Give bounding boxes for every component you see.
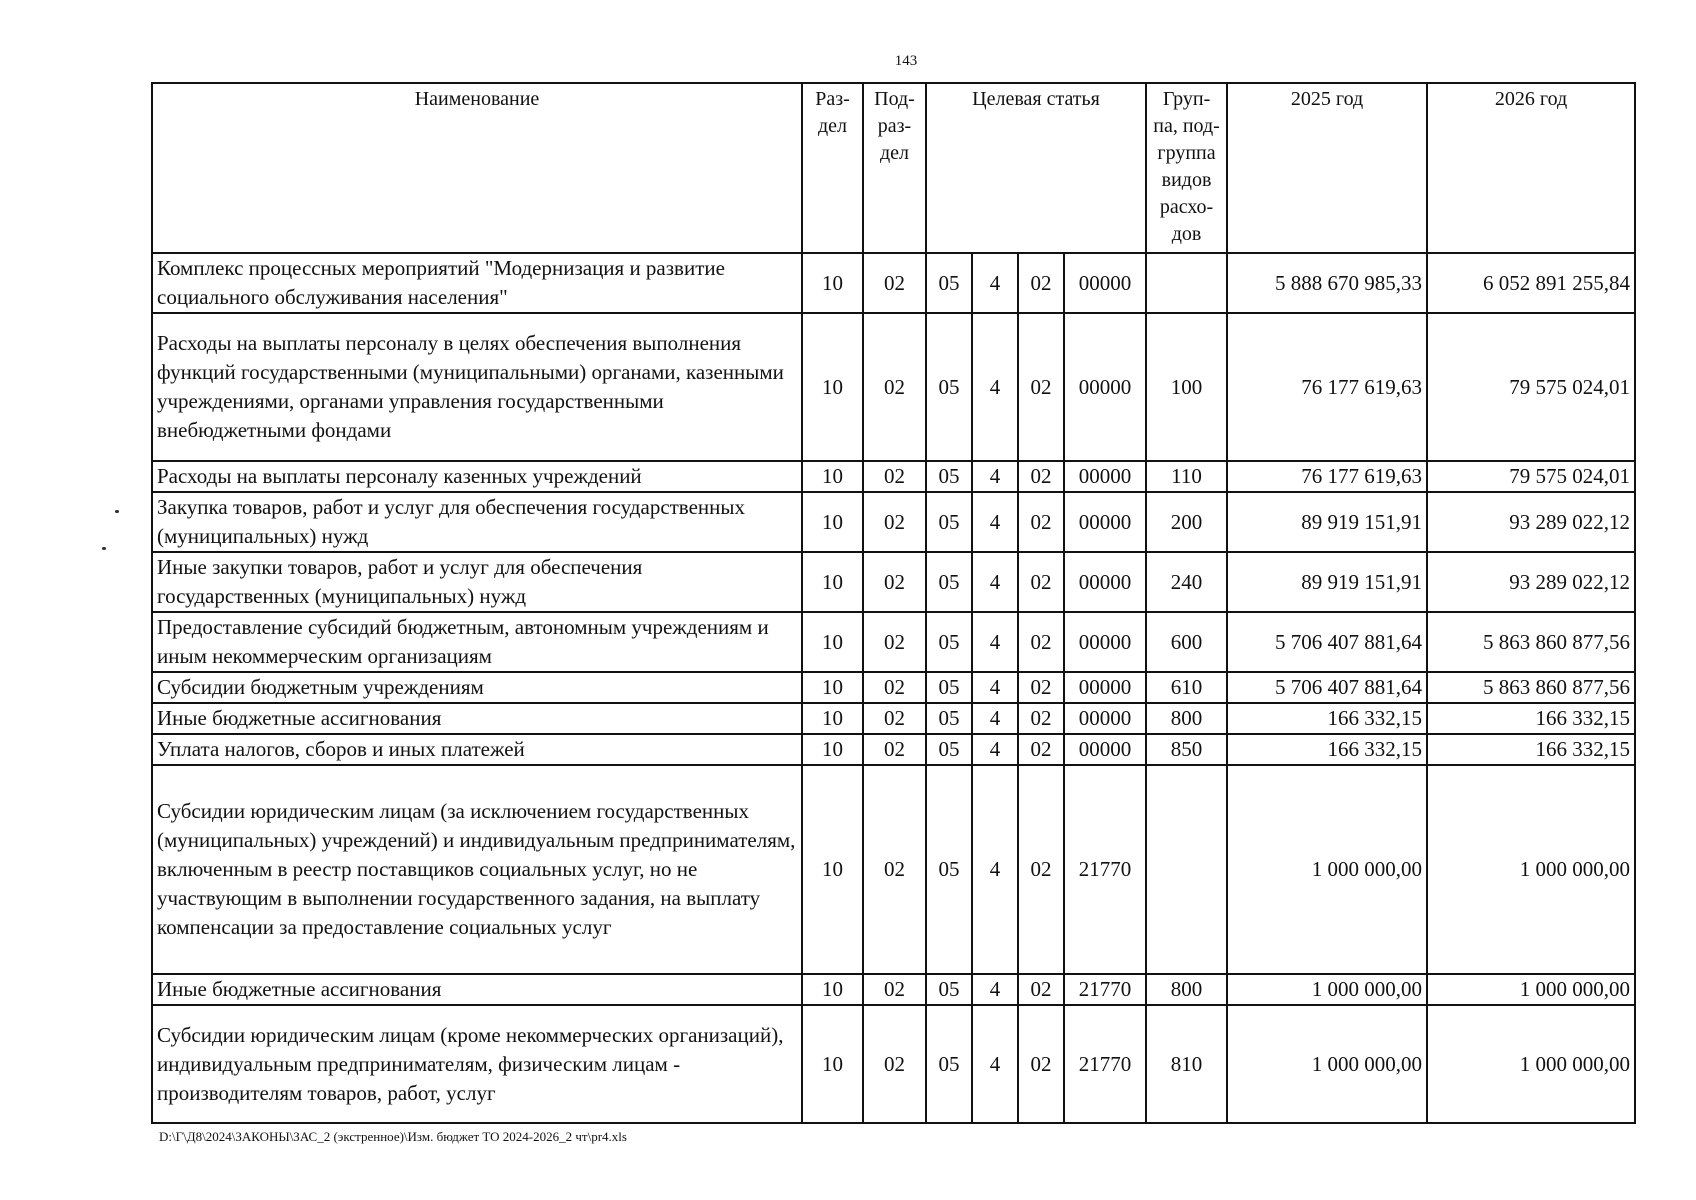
table-row [152,461,1635,492]
row-target-type: 4 [972,612,1018,672]
row-podrazdel: 02 [863,461,926,492]
table-row [152,734,1635,765]
header-year-2026: 2026 год [1427,83,1635,253]
row-amount-2026: 5 863 860 877,56 [1427,672,1635,703]
row-target-direction: 21770 [1064,974,1146,1005]
table-row [152,612,1635,672]
table-row [152,765,1635,974]
row-name: Расходы на выплаты персоналу казенных учреждений [152,461,802,492]
table-row [152,313,1635,461]
row-expense-group: 810 [1146,1005,1227,1123]
row-target-direction: 21770 [1064,765,1146,974]
row-target-type: 4 [972,253,1018,313]
row-podrazdel: 02 [863,492,926,552]
row-target-element: 02 [1018,612,1064,672]
row-podrazdel: 02 [863,672,926,703]
row-name: Иные бюджетные ассигнования [152,974,802,1005]
row-target-type: 4 [972,974,1018,1005]
row-razdel: 10 [802,672,863,703]
row-target-program: 05 [926,313,972,461]
table-row [152,974,1635,1005]
row-target-element: 02 [1018,313,1064,461]
row-amount-2025: 1 000 000,00 [1227,765,1427,974]
row-razdel: 10 [802,734,863,765]
row-target-type: 4 [972,461,1018,492]
row-amount-2026: 6 052 891 255,84 [1427,253,1635,313]
row-razdel: 10 [802,612,863,672]
row-name: Субсидии юридическим лицам (кроме некоммерческих организаций), индивидуальным предпринимателям, физическим лицам - производителям товаров, работ, услуг [152,1005,802,1123]
row-target-type: 4 [972,552,1018,612]
row-target-direction: 21770 [1064,1005,1146,1123]
row-target-direction: 00000 [1064,552,1146,612]
row-target-element: 02 [1018,765,1064,974]
row-amount-2026: 79 575 024,01 [1427,461,1635,492]
row-target-program: 05 [926,253,972,313]
row-amount-2026: 1 000 000,00 [1427,765,1635,974]
table-row [152,552,1635,612]
row-amount-2025: 166 332,15 [1227,734,1427,765]
table-row [152,492,1635,552]
row-expense-group: 240 [1146,552,1227,612]
file-path-footer: D:\Г\Д8\2024\ЗАКОНЫ\ЗАС_2 (экстренное)\Изм. бюджет ТО 2024-2026_2 чт\pr4.xls [159,1129,627,1144]
table-row [152,253,1635,313]
row-razdel: 10 [802,313,863,461]
row-expense-group: 110 [1146,461,1227,492]
row-expense-group: 200 [1146,492,1227,552]
row-target-element: 02 [1018,974,1064,1005]
row-target-program: 05 [926,552,972,612]
row-podrazdel: 02 [863,253,926,313]
row-target-program: 05 [926,672,972,703]
row-target-program: 05 [926,703,972,734]
row-target-type: 4 [972,765,1018,974]
row-expense-group: 610 [1146,672,1227,703]
row-target-program: 05 [926,612,972,672]
row-target-direction: 00000 [1064,703,1146,734]
header-year-2025: 2025 год [1227,83,1427,253]
row-podrazdel: 02 [863,974,926,1005]
row-podrazdel: 02 [863,734,926,765]
row-amount-2026: 166 332,15 [1427,703,1635,734]
row-razdel: 10 [802,461,863,492]
row-amount-2026: 5 863 860 877,56 [1427,612,1635,672]
row-target-element: 02 [1018,492,1064,552]
header-podrazdel: Под- раз- дел [863,83,926,253]
row-podrazdel: 02 [863,612,926,672]
row-amount-2025: 5 706 407 881,64 [1227,612,1427,672]
row-target-type: 4 [972,703,1018,734]
row-target-program: 05 [926,974,972,1005]
row-target-type: 4 [972,734,1018,765]
table-header-row [152,83,1635,253]
row-amount-2025: 76 177 619,63 [1227,461,1427,492]
row-target-type: 4 [972,672,1018,703]
row-target-direction: 00000 [1064,461,1146,492]
row-target-program: 05 [926,734,972,765]
table-body [152,253,1635,1123]
row-amount-2025: 76 177 619,63 [1227,313,1427,461]
row-amount-2025: 166 332,15 [1227,703,1427,734]
header-razdel: Раз- дел [802,83,863,253]
row-amount-2026: 93 289 022,12 [1427,552,1635,612]
row-razdel: 10 [802,552,863,612]
row-name: Предоставление субсидий бюджетным, автономным учреждениям и иным некоммерческим организациям [152,612,802,672]
row-target-direction: 00000 [1064,492,1146,552]
row-target-type: 4 [972,1005,1018,1123]
row-expense-group: 100 [1146,313,1227,461]
row-amount-2025: 1 000 000,00 [1227,974,1427,1005]
row-name: Комплекс процессных мероприятий "Модернизация и развитие социального обслуживания населения" [152,253,802,313]
row-name: Уплата налогов, сборов и иных платежей [152,734,802,765]
row-podrazdel: 02 [863,1005,926,1123]
row-target-element: 02 [1018,1005,1064,1123]
row-name: Субсидии бюджетным учреждениям [152,672,802,703]
row-target-element: 02 [1018,734,1064,765]
row-razdel: 10 [802,492,863,552]
row-expense-group [1146,253,1227,313]
row-target-direction: 00000 [1064,612,1146,672]
scan-mark [115,510,119,513]
row-target-direction: 00000 [1064,313,1146,461]
row-razdel: 10 [802,1005,863,1123]
budget-table [151,82,1636,1124]
row-expense-group: 850 [1146,734,1227,765]
row-target-program: 05 [926,765,972,974]
row-target-direction: 00000 [1064,672,1146,703]
scan-mark [102,547,106,550]
row-amount-2026: 1 000 000,00 [1427,1005,1635,1123]
row-amount-2025: 89 919 151,91 [1227,552,1427,612]
table-row [152,703,1635,734]
row-expense-group: 600 [1146,612,1227,672]
row-target-element: 02 [1018,253,1064,313]
row-podrazdel: 02 [863,765,926,974]
row-razdel: 10 [802,974,863,1005]
row-target-element: 02 [1018,672,1064,703]
row-amount-2026: 93 289 022,12 [1427,492,1635,552]
row-target-element: 02 [1018,461,1064,492]
row-amount-2025: 89 919 151,91 [1227,492,1427,552]
row-name: Субсидии юридическим лицам (за исключением государственных (муниципальных) учреждений) и индивидуальным предпринимателям, включенным в реестр поставщиков социальных услуг, но не участвующим в выполнении государственного задания, на выплату компенсации за предоставление социальных услуг [152,765,802,974]
row-target-program: 05 [926,461,972,492]
row-target-direction: 00000 [1064,253,1146,313]
row-expense-group: 800 [1146,703,1227,734]
row-podrazdel: 02 [863,552,926,612]
row-amount-2026: 1 000 000,00 [1427,974,1635,1005]
row-amount-2025: 1 000 000,00 [1227,1005,1427,1123]
row-podrazdel: 02 [863,703,926,734]
header-target-article: Целевая статья [926,83,1146,253]
row-target-type: 4 [972,313,1018,461]
row-razdel: 10 [802,765,863,974]
table-row [152,672,1635,703]
row-target-element: 02 [1018,703,1064,734]
row-target-type: 4 [972,492,1018,552]
row-name: Расходы на выплаты персоналу в целях обеспечения выполнения функций государственными (муниципальными) органами, казенными учреждениями, органами управления государственными внебюджетными фондами [152,313,802,461]
row-target-program: 05 [926,1005,972,1123]
row-name: Закупка товаров, работ и услуг для обеспечения государственных (муниципальных) нужд [152,492,802,552]
row-amount-2026: 79 575 024,01 [1427,313,1635,461]
row-target-program: 05 [926,492,972,552]
row-razdel: 10 [802,253,863,313]
table-row [152,1005,1635,1123]
row-name: Иные бюджетные ассигнования [152,703,802,734]
row-expense-group [1146,765,1227,974]
row-amount-2026: 166 332,15 [1427,734,1635,765]
header-name: Наименование [152,83,802,253]
row-amount-2025: 5 706 407 881,64 [1227,672,1427,703]
row-expense-group: 800 [1146,974,1227,1005]
row-razdel: 10 [802,703,863,734]
row-target-element: 02 [1018,552,1064,612]
header-group: Груп- па, под- группа видов расхо- дов [1146,83,1227,253]
row-name: Иные закупки товаров, работ и услуг для обеспечения государственных (муниципальных) нужд [152,552,802,612]
row-amount-2025: 5 888 670 985,33 [1227,253,1427,313]
page-number: 143 [894,53,918,69]
row-podrazdel: 02 [863,313,926,461]
row-target-direction: 00000 [1064,734,1146,765]
